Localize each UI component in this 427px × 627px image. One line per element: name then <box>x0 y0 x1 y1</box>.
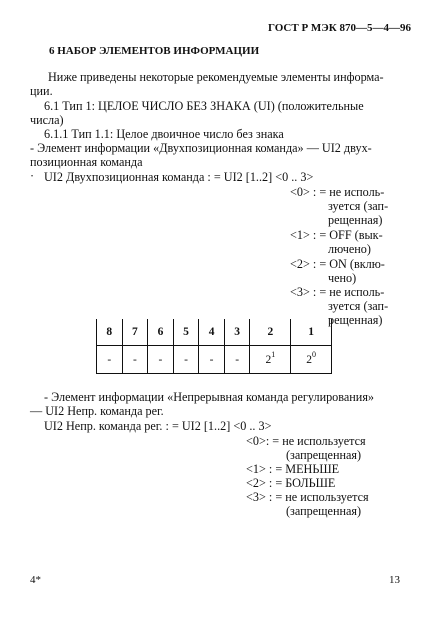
element1-value-0b: зуется (зап- <box>328 199 389 213</box>
bit-exponent: 1 <box>271 349 276 359</box>
type11-line: 6.1.1 Тип 1.1: Целое двоичное число без знака <box>44 127 284 141</box>
element2-value-0b: (запрещенная) <box>286 448 362 462</box>
intro-line-2: ции. <box>30 84 53 98</box>
bit-cell: - <box>148 346 174 374</box>
bit-cell: - <box>173 346 199 374</box>
bit-cell: - <box>122 346 148 374</box>
element2-value-1: <1> : = МЕНЬШЕ <box>246 462 340 476</box>
page-number: 13 <box>389 574 400 586</box>
section-title: 6 НАБОР ЭЛЕМЕНТОВ ИНФОРМАЦИИ <box>49 45 260 57</box>
bit-header: 6 <box>148 319 174 346</box>
element1-mark: · <box>30 169 35 183</box>
element1-line-2: позиционная команда <box>30 155 143 169</box>
footer-mark: 4* <box>30 574 41 586</box>
standard-header: ГОСТ Р МЭК 870—5—4—96 <box>268 22 411 34</box>
bit-header: 7 <box>122 319 148 346</box>
bit-header: 8 <box>97 319 123 346</box>
element2-value-3b: (запрещенная) <box>286 504 362 518</box>
type1-line-1: 6.1 Тип 1: ЦЕЛОЕ ЧИСЛО БЕЗ ЗНАКА (UI) (положительные <box>44 99 364 113</box>
bit-header: 3 <box>224 319 250 346</box>
element1-value-3c: рещенная) <box>328 313 383 327</box>
element1-line-1: - Элемент информации «Двухпозиционная команда» — UI2 двух- <box>30 141 372 155</box>
bit-header: 4 <box>199 319 225 346</box>
element1-value-2b: чено) <box>328 271 357 285</box>
bit-cell: - <box>97 346 123 374</box>
element1-value-2a: <2> : = ON (вклю- <box>290 257 385 271</box>
bit-table <box>96 319 332 374</box>
element1-value-0a: <0> : = не исполь- <box>290 185 385 199</box>
bit-table-header-row <box>97 319 332 346</box>
bit-base: 2 <box>265 353 272 366</box>
bit-cell-weight-1 <box>291 346 332 374</box>
element2-definition: UI2 Непр. команда рег. : = UI2 [1..2] <0 .. 3> <box>44 419 272 433</box>
element2-value-2: <2> : = БОЛЬШЕ <box>246 476 336 490</box>
element2-line-2: — UI2 Непр. команда рег. <box>30 404 164 418</box>
element1-value-1b: лючено) <box>328 242 371 256</box>
element1-value-3b: зуется (зап- <box>328 299 389 313</box>
element2-value-3a: <3> : = не используется <box>246 490 369 504</box>
bit-header: 1 <box>291 319 332 346</box>
intro-line-1: Ниже приведены некоторые рекомендуемые элементы информа- <box>48 70 384 84</box>
type1-line-2: числа) <box>30 113 64 127</box>
bit-cell: - <box>224 346 250 374</box>
bit-table-value-row <box>97 346 332 374</box>
element1-value-0c: рещенная) <box>328 213 383 227</box>
element1-definition: UI2 Двухпозиционная команда : = UI2 [1..2] <0 .. 3> <box>44 170 314 184</box>
element2-line-1: - Элемент информации «Непрерывная команда регулирования» <box>44 390 375 404</box>
bit-cell-weight-2 <box>250 346 291 374</box>
element2-value-0a: <0>: = не используется <box>246 434 366 448</box>
bit-exponent: 0 <box>311 349 316 359</box>
bit-header: 2 <box>250 319 291 346</box>
bit-base: 2 <box>306 353 312 366</box>
element1-value-1a: <1> : = OFF (вык- <box>290 228 383 242</box>
bit-header: 5 <box>173 319 199 346</box>
bit-cell: - <box>199 346 225 374</box>
element1-value-3a: <3> : = не исполь- <box>290 285 385 299</box>
